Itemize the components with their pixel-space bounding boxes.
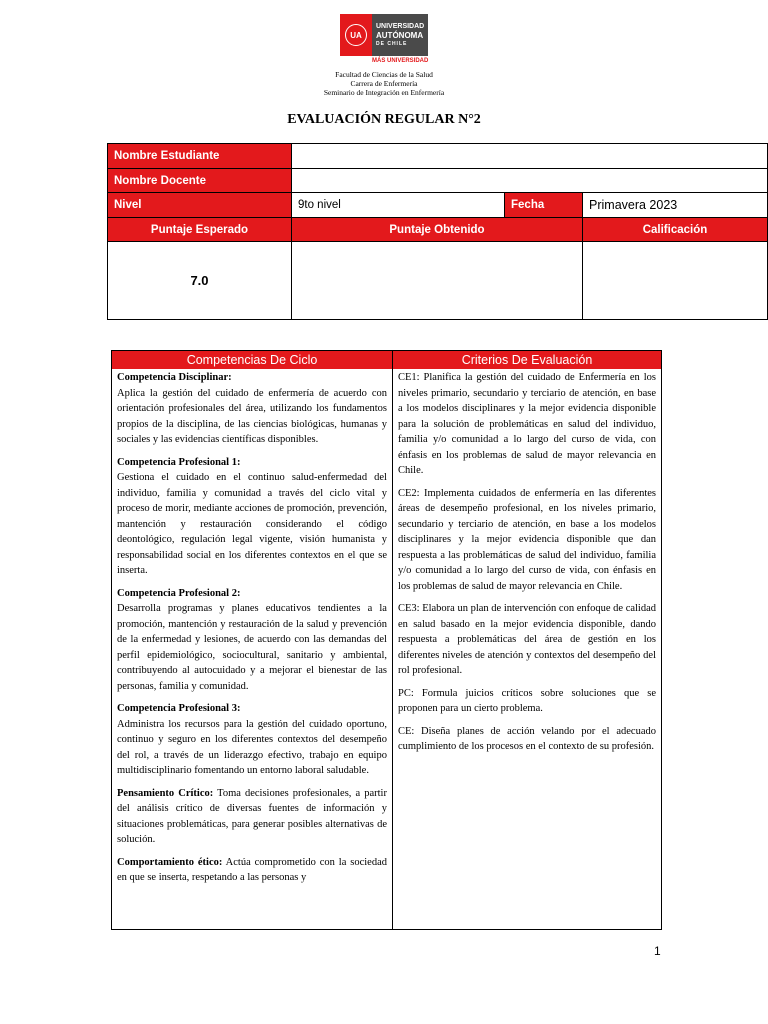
competency-text: Actúa comprometido con la sociedad en que se inserta, respetando a las personas y (117, 856, 387, 883)
logo-tagline: MÁS UNIVERSIDAD (372, 58, 429, 64)
competency-title: Competencia Profesional 2: (117, 587, 241, 599)
level-value: 9to nivel (292, 193, 505, 218)
logo-line-2: AUTÓNOMA (376, 30, 424, 40)
university-logo (340, 14, 428, 56)
criteria-column-header: Criterios De Evaluación (393, 351, 661, 369)
competency-text: Administra los recursos para la gestión del cuidado oportuno, continuo y seguro en los diferentes contextos del desempeño del rol, a través de un liderazgo efectivo, trabajo en equipo multidisciplinario fomentando un entorno laboral saludable. (117, 718, 387, 776)
competency-title: Competencia Profesional 3: (117, 703, 241, 714)
obtained-score-header: Puntaje Obtenido (292, 218, 583, 242)
expected-score-header: Puntaje Esperado (108, 218, 292, 242)
competencies-body (112, 369, 661, 930)
criterion-item: PC: Formula juicios críticos sobre soluciones que se proponen para un cierto problema. (397, 687, 656, 714)
logo-line-1: UNIVERSIDAD (376, 22, 425, 30)
date-value: Primavera 2023 (583, 193, 768, 218)
competency-item (117, 855, 387, 886)
competency-title: Pensamiento Crítico: (117, 787, 214, 799)
logo-wordmark (372, 14, 428, 56)
competency-text: Toma decisiones profesionales, a partir del análisis crítico de diversas fuentes de información y situaciones problemáticas, para generar posibles alternativas de solución. (117, 787, 387, 845)
competency-item (117, 786, 387, 848)
competency-title: Competencia Profesional 1: (117, 456, 241, 468)
competencies-column-header: Competencias De Ciclo (112, 351, 393, 369)
student-name-field[interactable] (292, 144, 768, 169)
logo-mark (340, 14, 372, 56)
competency-text: Desarrolla programas y planes educativos tendientes a la promoción, mantención y restauración de la salud y prevención de la enfermedad y lesiones, de acuerdo con las demandas del perfil epidemiológico, sociocultural, sanitario y ambiental, contribuyendo al autocuidado y a mejorar el bienestar de las personas, familia y comunidad. (117, 603, 387, 692)
competency-title: Comportamiento ético: (117, 856, 223, 868)
obtained-score-field[interactable] (292, 242, 583, 320)
competency-text: Gestiona el cuidado en el continuo salud-enfermedad del individuo, familia y comunidad a través del ciclo vital y proceso de morir, mediante acciones de promoción, prevención, mantención y restauración considerando el código deontológico, regulación legal vigente, visión humanista y responsabilidad social en los diferentes contextos en el que se inserta. (117, 472, 387, 576)
career-line: Carrera de Enfermería (350, 79, 418, 88)
competency-text: Aplica la gestión del cuidado de enfermería de acuerdo con orientación profesionales del área, utilizando los fundamentos propios de la disciplina, de las ciencias biológicas, humanas y sociales y las evidencias científicas disponibles. (117, 387, 387, 445)
grade-field[interactable] (583, 242, 768, 320)
teacher-name-label: Nombre Docente (108, 169, 292, 193)
date-label: Fecha (505, 193, 583, 218)
level-label: Nivel (108, 193, 292, 218)
criteria-column (393, 369, 661, 930)
competency-item (117, 586, 387, 695)
document-title: EVALUACIÓN REGULAR N°2 (287, 112, 481, 127)
logo-line-3: DE CHILE (376, 40, 408, 47)
competency-item (117, 701, 387, 779)
page-number: 1 (654, 944, 661, 958)
competencies-table (111, 350, 662, 930)
expected-score-value: 7.0 (108, 242, 292, 320)
criterion-item: CE2: Implementa cuidados de enfermería en las diferentes áreas de desempeño profesional, en los niveles primario, secundario y terciario de atención, en base a los modelos disciplinares y la mejor evidencia disponible que dan respuesta a las problemáticas de salud del individuo, familia y/o comunidad a lo largo del curso de vida, con énfasis en los problemas de salud de mayor relevancia en Chile. (397, 487, 656, 592)
criterion-item: CE1: Planifica la gestión del cuidado de Enfermería en los niveles primario, secundario y terciario de atención, en base a los modelos disciplinares y la mejor evidencia disponible para la solución de problemáticas en salud del individuo, familia y/o comunidad a lo largo del curso de vida, con énfasis en los problemas de salud de mayor relevancia en Chile. (397, 372, 656, 476)
teacher-name-field[interactable] (292, 169, 768, 193)
criterion-item: CE3: Elabora un plan de intervención con enfoque de calidad en salud basado en la mejor evidencia disponible, dando respuesta a problemáticas del área de gestión en los diferentes niveles de atención y contextos del desempeño del rol profesional. (397, 603, 657, 676)
competency-item (117, 370, 387, 448)
faculty-line: Facultad de Ciencias de la Salud (335, 70, 433, 79)
competency-item (117, 455, 387, 579)
criterion-item: CE: Diseña planes de acción velando por el adecuado cumplimiento de los procesos en el contexto de su profesión. (397, 725, 656, 752)
student-name-label: Nombre Estudiante (108, 144, 292, 169)
competencies-header-row (112, 351, 661, 369)
competencies-column (112, 369, 393, 930)
student-info-table (107, 143, 768, 320)
grade-header: Calificación (583, 218, 768, 242)
competency-title: Competencia Disciplinar: (117, 372, 232, 383)
faculty-header (300, 70, 468, 97)
logo-circle-icon: UA (345, 24, 367, 46)
seminar-line: Seminario de Integración en Enfermería (323, 88, 445, 97)
